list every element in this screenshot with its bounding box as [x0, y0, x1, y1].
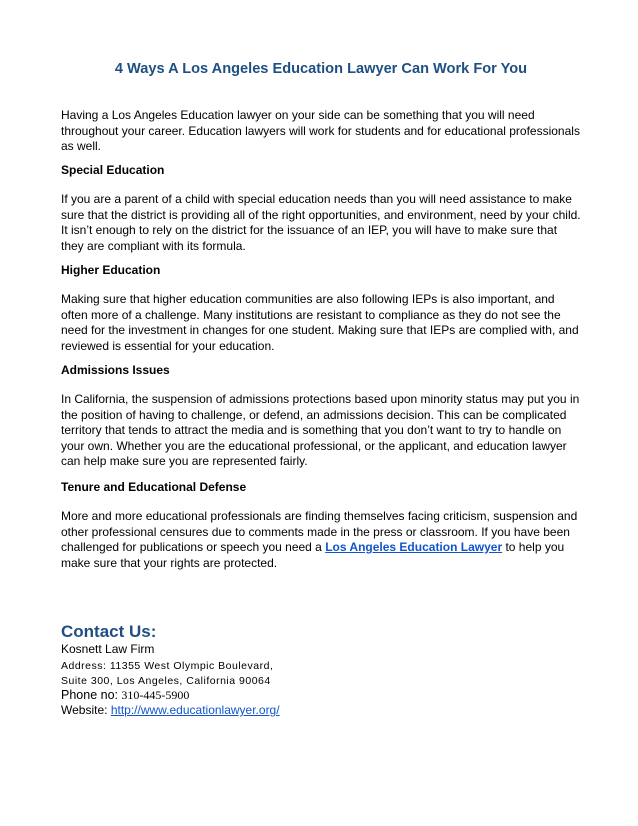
los-angeles-education-lawyer-link[interactable]: Los Angeles Education Lawyer: [325, 540, 503, 554]
website-label: Website:: [61, 703, 108, 717]
website-line: [61, 703, 280, 717]
phone-line: [61, 688, 189, 703]
address-line-2: Suite 300, Los Angeles, California 90064: [61, 675, 271, 687]
tenure-body-after-link: to help you make sure that your rights are protected.: [61, 540, 565, 570]
section-heading-admissions-issues: Admissions Issues: [61, 363, 170, 377]
website-link[interactable]: http://www.educationlawyer.org/: [110, 703, 280, 717]
phone-number: 310-445-5900: [121, 688, 190, 702]
section-body-special-education: If you are a parent of a child with special education needs than you will need assistance to make sure that the district is providing all of the right opportunities, and environment, need by your child. It isn’t enough to rely on the district for the issuance of an IEP, you will have to make sure that they are compliant with its formula.: [61, 192, 581, 253]
address-line-1: Address: 11355 West Olympic Boulevard,: [61, 660, 274, 672]
contact-heading: Contact Us:: [61, 622, 157, 641]
document-title: 4 Ways A Los Angeles Education Lawyer Can Work For You: [114, 61, 528, 77]
phone-label: Phone no:: [61, 688, 118, 702]
tenure-body-before-link: More and more educational professionals are finding themselves facing criticism, suspension and other professional censures due to comments made in the press or classroom. If you have been challenged for publications or speech you need a: [61, 509, 578, 554]
intro-paragraph: Having a Los Angeles Education lawyer on your side can be something that you will need throughout your career. Education lawyers will work for students and for educational professionals as well.: [61, 108, 580, 153]
section-heading-higher-education: Higher Education: [61, 263, 161, 277]
section-body-tenure-defense: [61, 509, 581, 571]
section-heading-tenure-defense: Tenure and Educational Defense: [61, 480, 247, 494]
section-body-higher-education: Making sure that higher education communities are also following IEPs is also important, and often more of a challenge. Many institutions are resistant to compliance as they do not see the need for the investment in changes for one student. Making sure that IEPs are complied with, and reviewed is essential for your education.: [61, 292, 579, 353]
section-heading-special-education: Special Education: [61, 163, 165, 177]
firm-name: Kosnett Law Firm: [61, 642, 155, 656]
section-body-admissions-issues: In California, the suspension of admissions protections based upon minority status may put you in the position of having to challenge, or defend, an admissions decision. This can be complicated territory that tends to attract the media and is something that you don’t want to try to handle on your own. Whether you are the educational professional, or the applicant, and education lawyer can help make sure you are represented fairly.: [61, 392, 580, 468]
